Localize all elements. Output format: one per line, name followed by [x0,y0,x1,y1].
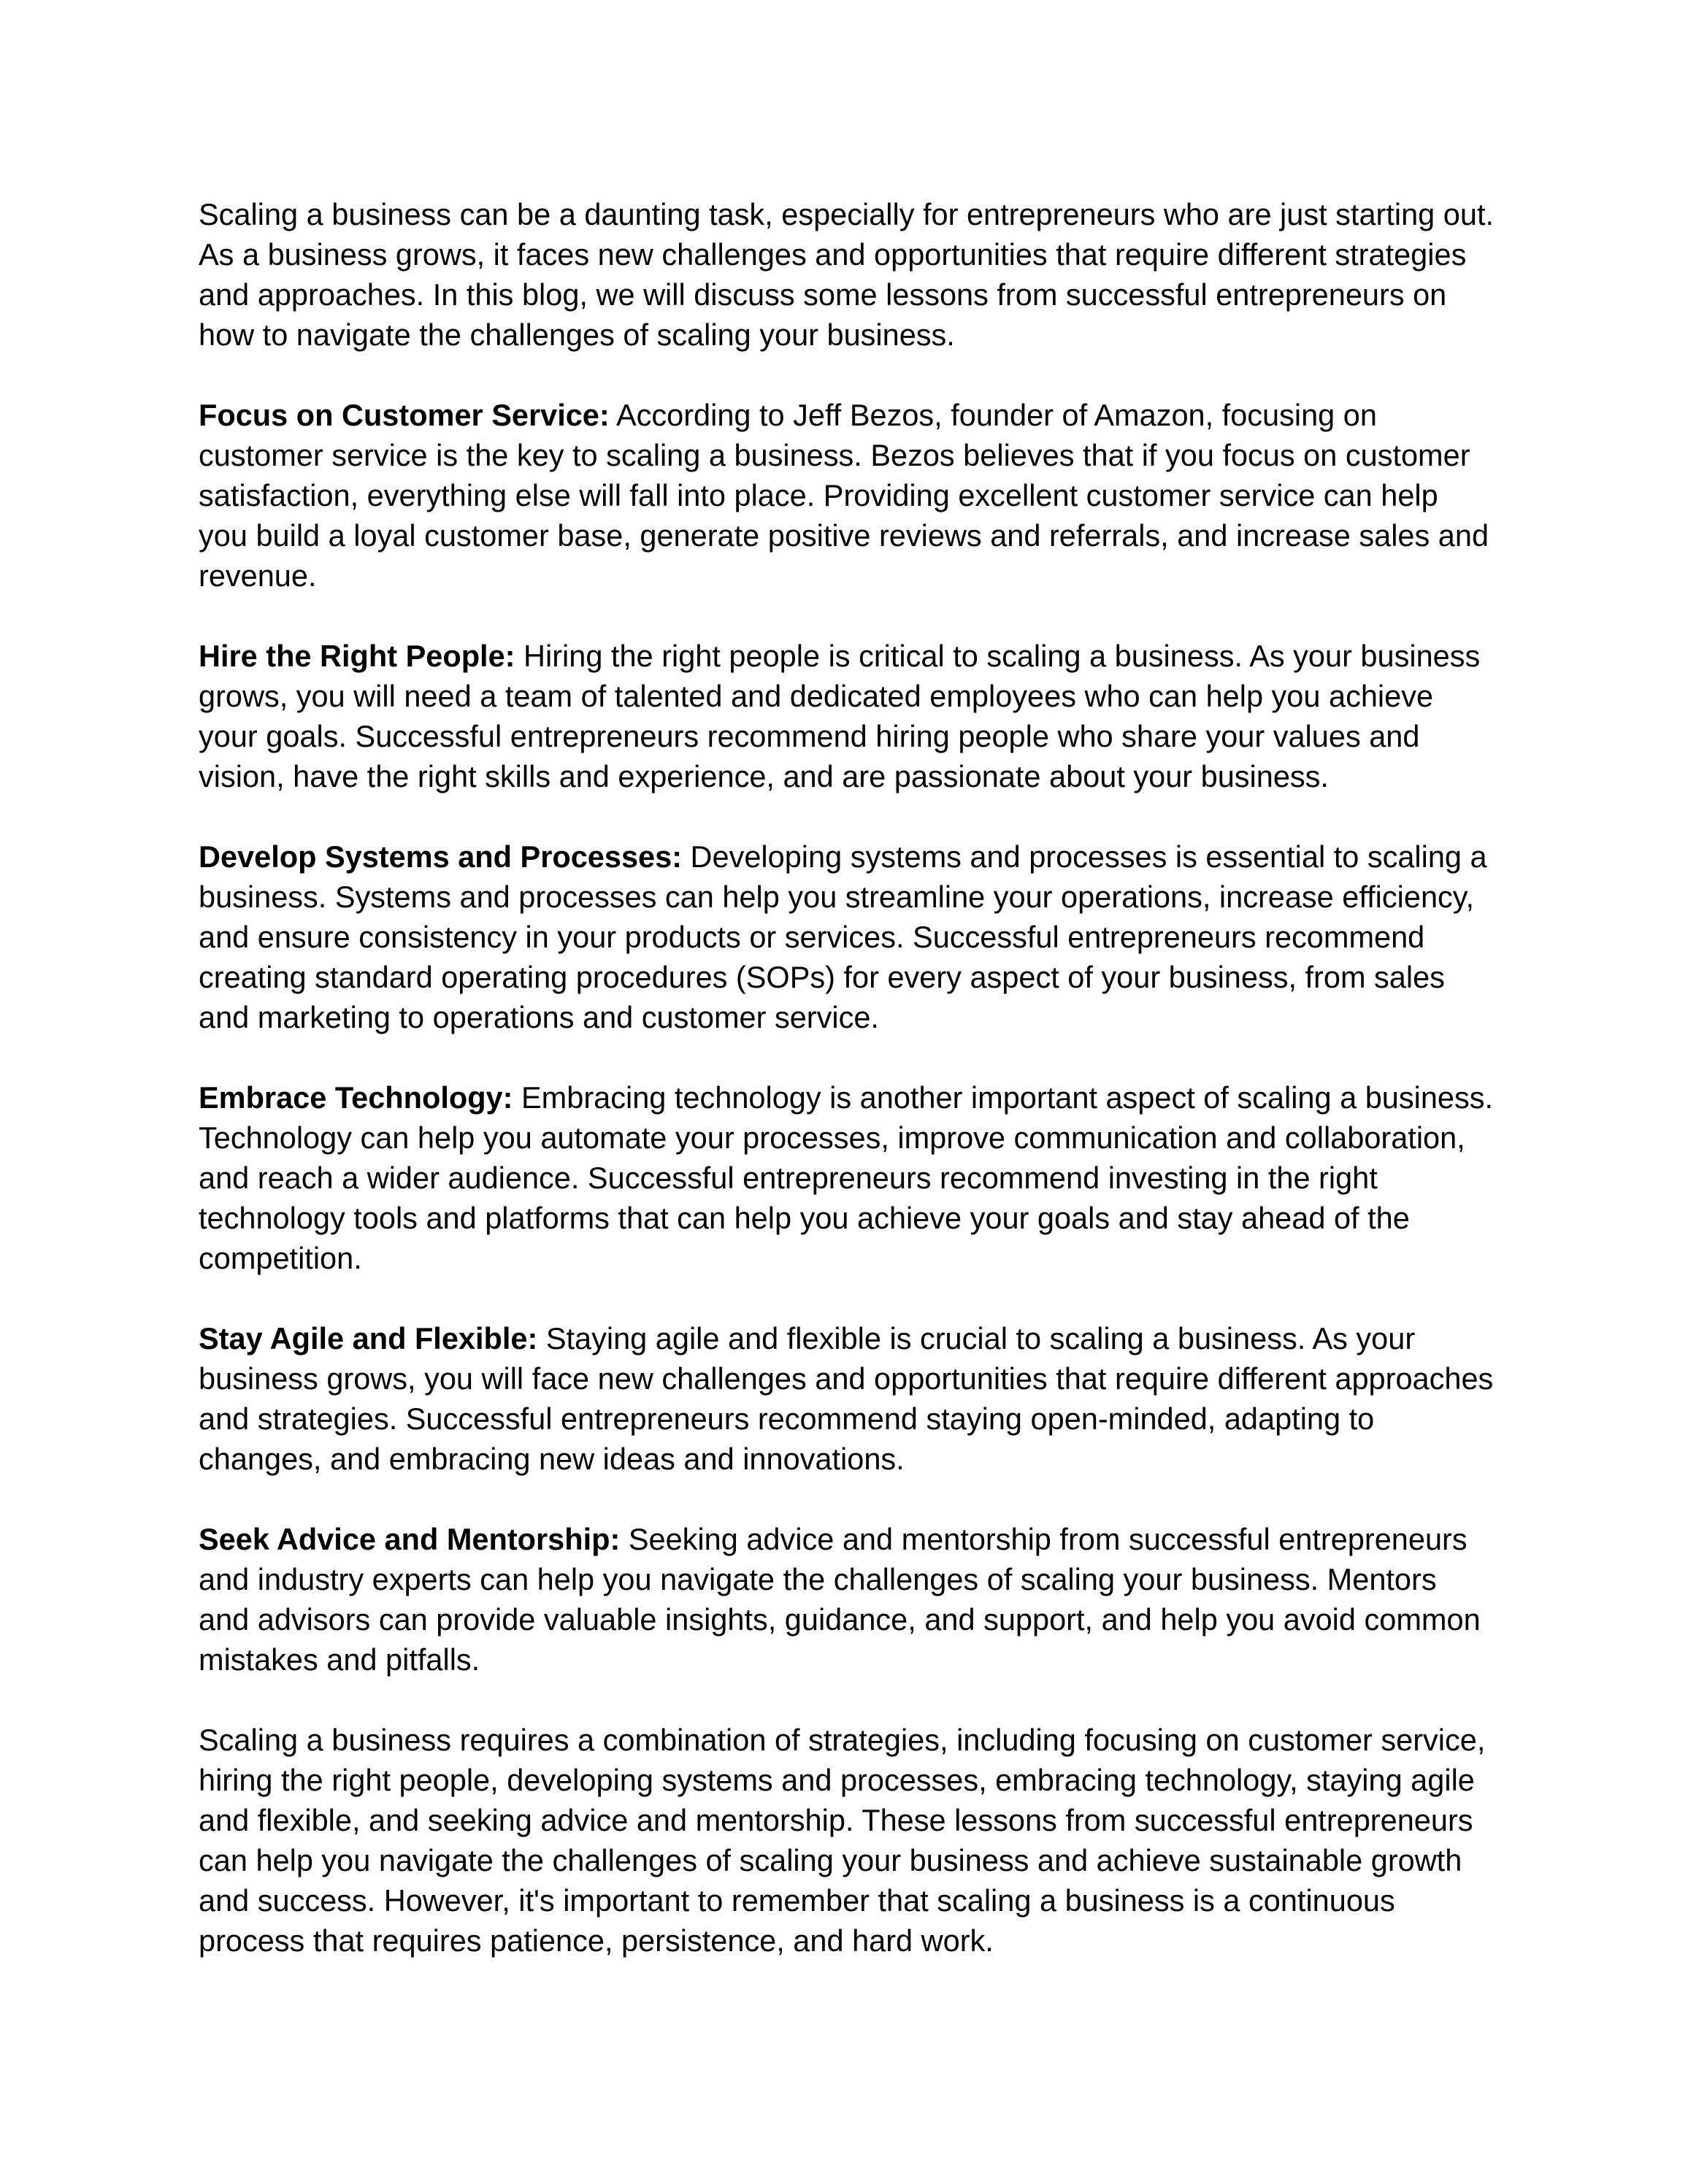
section-heading: Focus on Customer Service: [199,398,610,432]
section-advice-mentorship [199,1519,1495,1680]
document-body [199,194,1495,2001]
section-systems-processes [199,837,1495,1037]
section-agile-flexible [199,1318,1495,1479]
intro-paragraph: Scaling a business can be a daunting task, especially for entrepreneurs who are just starting out. As a business grows, it faces new challenges and opportunities that require different strategies and approaches. In this blog, we will discuss some lessons from successful entrepreneurs on how to navigate the challenges of scaling your business. [199,197,1495,352]
section-body: Staying agile and flexible is crucial to scaling a business. As your business grows, you will face new challenges and opportunities that require different approaches and strategies. Successful entrepreneurs recommend staying open-minded, adapting to changes, and embracing new ideas and innovations. [199,1321,1494,1476]
section-hire-right-people [199,636,1495,796]
section-heading: Stay Agile and Flexible: [199,1321,538,1356]
section-embrace-technology [199,1077,1495,1278]
section-heading: Seek Advice and Mentorship: [199,1522,621,1556]
section-body: Hiring the right people is critical to scaling a business. As your business grows, you will need a team of talented and dedicated employees who can help you achieve your goals. Successful entrepreneurs recommend hiring people who share your values and vision, have the right skills and experience, and are passionate about your business. [199,639,1481,793]
section-heading: Develop Systems and Processes: [199,839,683,874]
section-customer-service [199,395,1495,596]
section-heading: Hire the Right People: [199,639,515,673]
section-heading: Embrace Technology: [199,1080,513,1115]
section-body: Developing systems and processes is essential to scaling a business. Systems and processes can help you streamline your operations, increase efficiency, and ensure consistency in your products or services. Successful entrepreneurs recommend creating standard operating procedures (SOPs) for every aspect of your business, from sales and marketing to operations and customer service. [199,839,1487,1034]
section-body: Seeking advice and mentorship from successful entrepreneurs and industry experts can help you navigate the challenges of scaling your business. Mentors and advisors can provide valuable insights, guidance, and support, and help you avoid common mistakes and pitfalls. [199,1522,1481,1677]
section-body: Embracing technology is another important aspect of scaling a business. Technology can help you automate your processes, improve communication and collaboration, and reach a wider audience. Successful entrepreneurs recommend investing in the right technology tools and platforms that can help you achieve your goals and stay ahead of the competition. [199,1080,1494,1275]
conclusion-paragraph: Scaling a business requires a combination of strategies, including focusing on customer service, hiring the right people, developing systems and processes, embracing technology, staying agile and flexible, and seeking advice and mentorship. These lessons from successful entrepreneurs can help you navigate the challenges of scaling your business and achieve sustainable growth and success. However, it's important to remember that scaling a business is a continuous process that requires patience, persistence, and hard work. [199,1723,1486,1958]
section-body: According to Jeff Bezos, founder of Amazon, focusing on customer service is the key to scaling a business. Bezos believes that if you focus on customer satisfaction, everything else will fall into place. Providing excellent customer service can help you build a loyal customer base, generate positive reviews and referrals, and increase sales and revenue. [199,398,1489,593]
